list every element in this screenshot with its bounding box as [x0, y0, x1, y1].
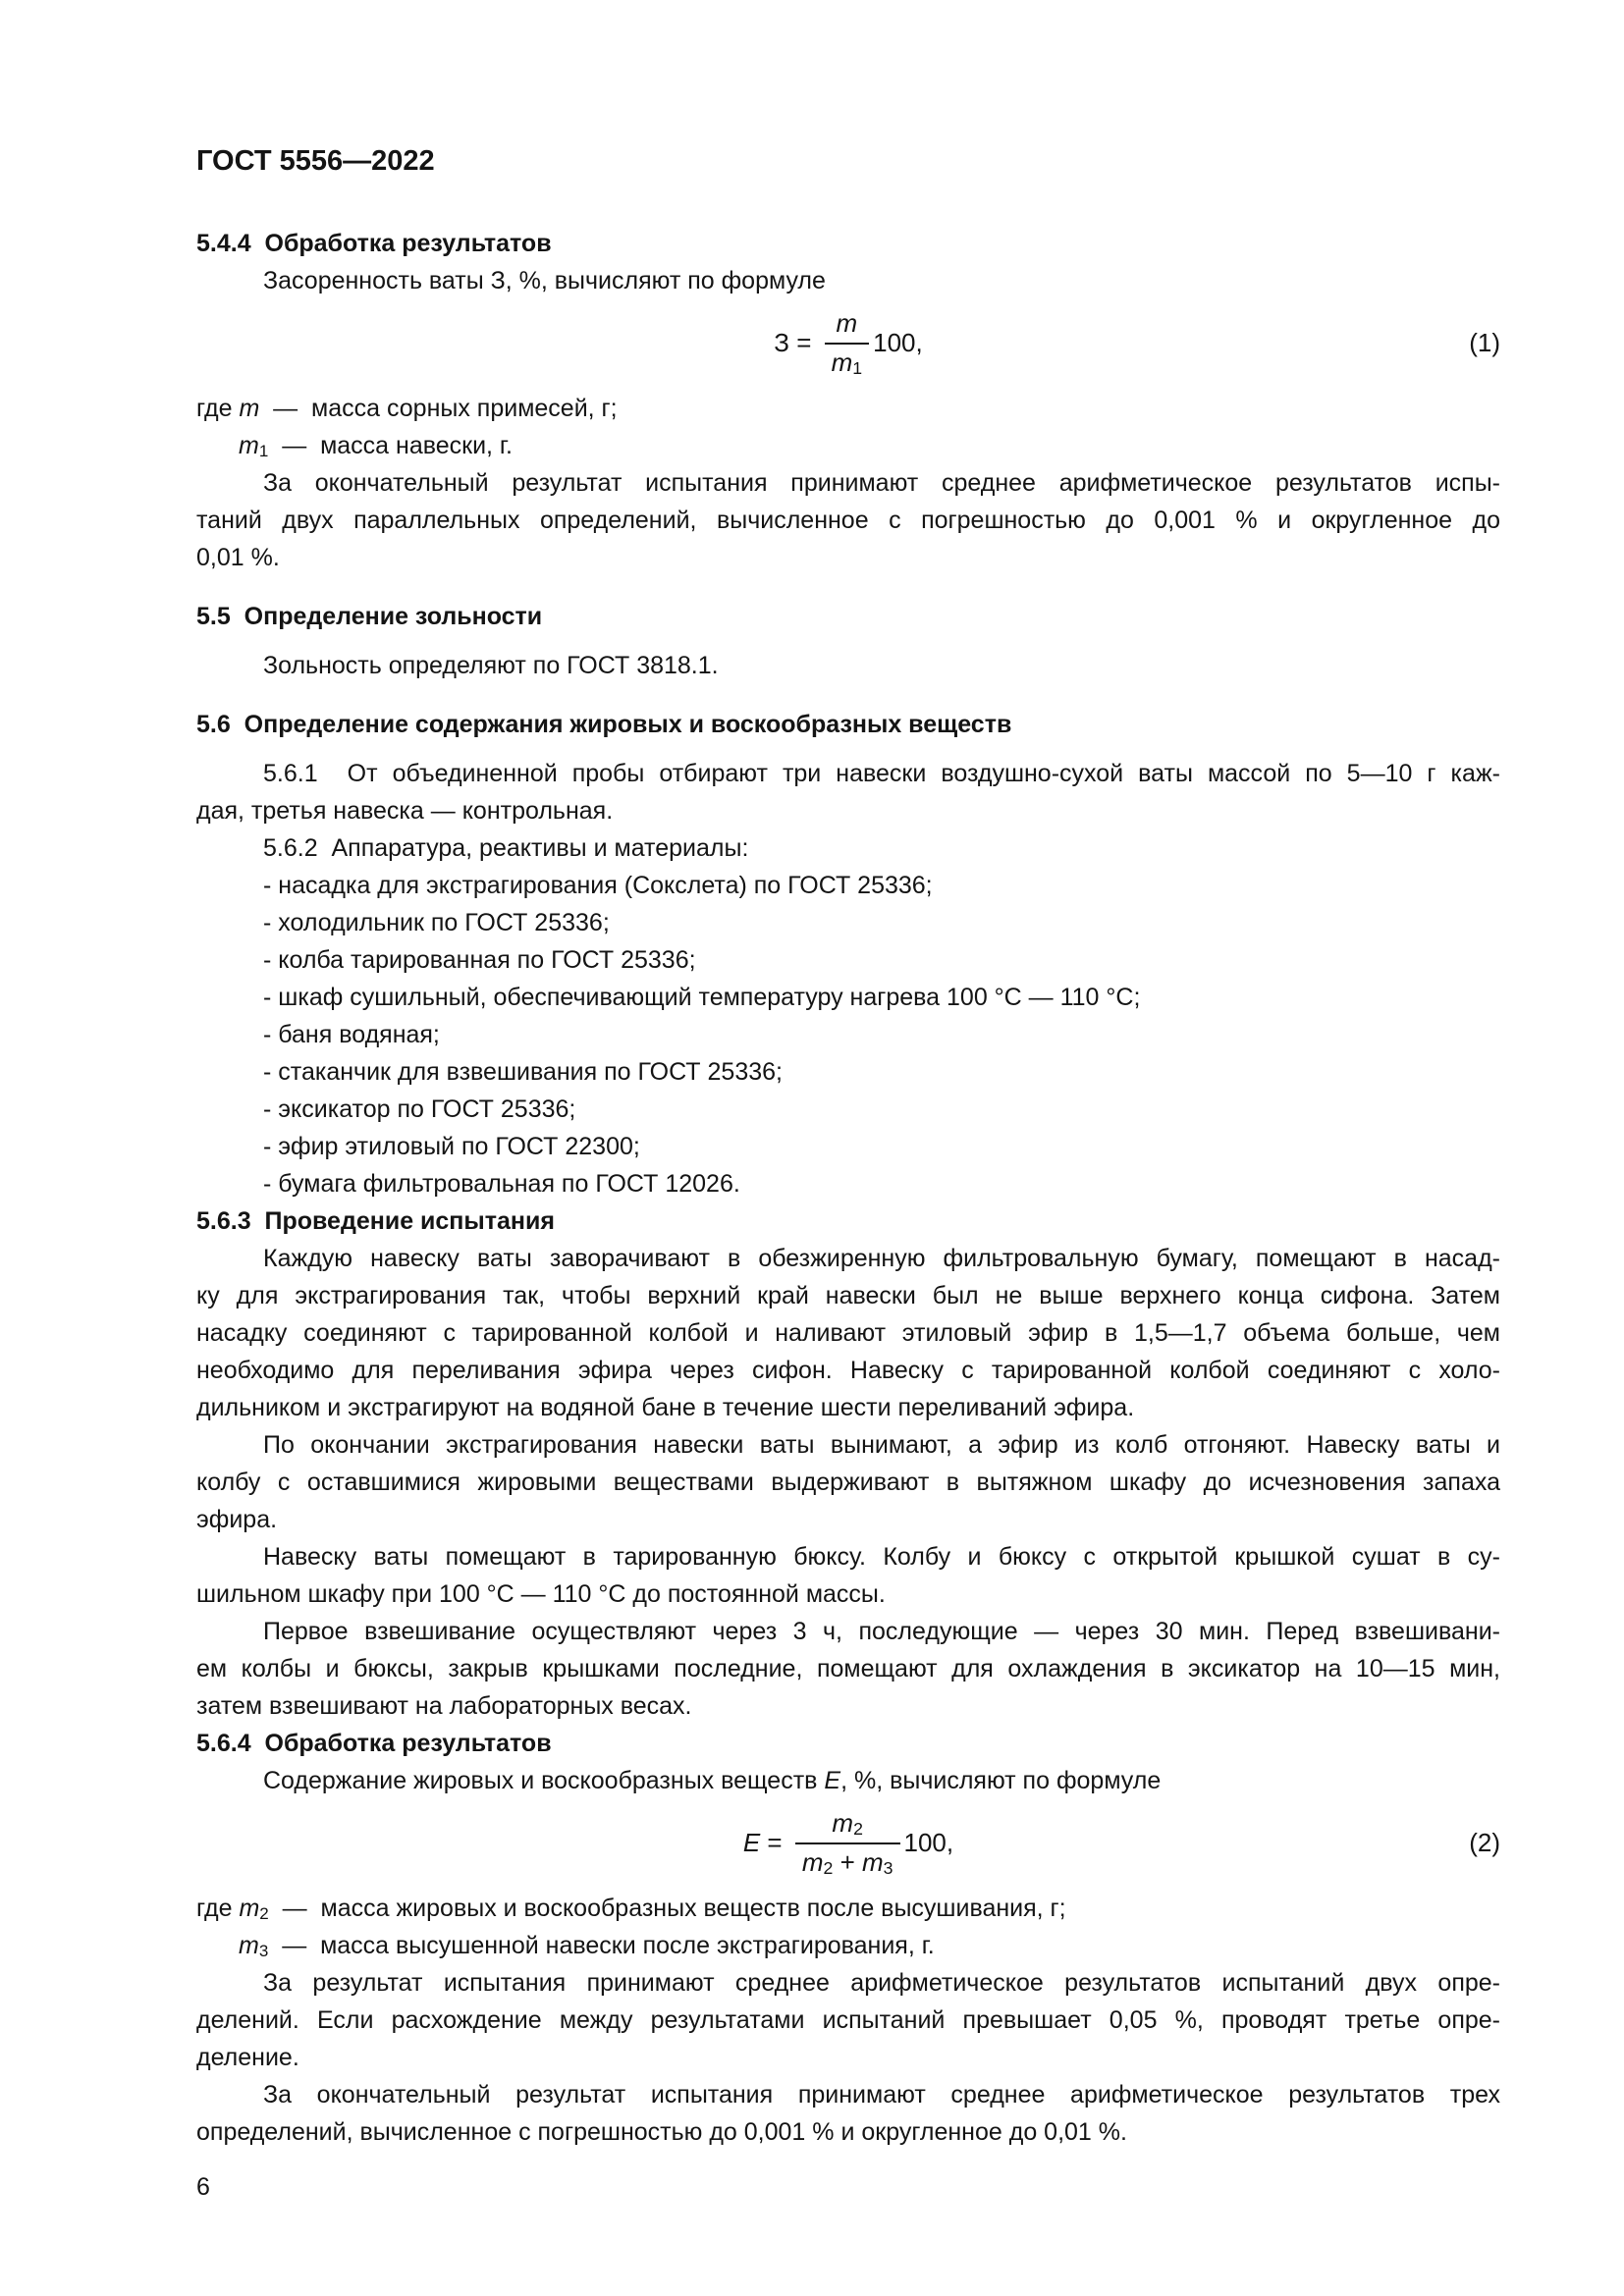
result-rule-2 [196, 2076, 1500, 2151]
page-number: 6 [196, 2172, 210, 2201]
equation-number: (2) [1469, 1827, 1500, 1857]
apparatus-intro [196, 829, 1500, 867]
text-line: Зольность определяют по ГОСТ 3818.1. [263, 651, 719, 679]
text-line: делений. Если расхождение между результатами испытаний превышает 0,05 %, проводят третье опре- [196, 2005, 1500, 2034]
fraction-denominator: $m_1$ [825, 343, 870, 378]
text-line: 5.6.2 Аппаратура, реактивы и материалы: [263, 833, 749, 862]
list-item: - баня водяная; [263, 1020, 440, 1048]
text-line: шильном шкафу при 100 °С — 110 °С до постоянной массы. [196, 1579, 886, 1608]
sampling-5-6-1 [196, 755, 1500, 829]
text-line: таний двух параллельных определений, вычисленное с погрешностью до 0,001 % и округленное до [196, 506, 1500, 534]
text-line: колбу с оставшимися жировыми веществами выдерживают в вытяжном шкафу до исчезновения запаха [196, 1468, 1500, 1496]
list-item: - эфир этиловый по ГОСТ 22300; [263, 1132, 640, 1160]
text-line: Навеску ваты помещают в тарированную бюксу. Колбу и бюксу с открытой крышкой сушат в су- [263, 1542, 1500, 1571]
fat-content-intro [196, 1762, 1500, 1799]
text-line: Засоренность ваты З, %, вычисляют по формуле [263, 267, 826, 294]
list-item: - насадка для экстрагирования (Сокслета) по ГОСТ 25336; [263, 871, 933, 899]
test-procedure-1 [196, 1240, 1500, 1426]
list-item: - стаканчик для взвешивания по ГОСТ 25336; [263, 1057, 783, 1086]
text-line: За результат испытания принимают среднее арифметическое результатов испытаний двух опре- [263, 1968, 1500, 1997]
fraction-numerator: $m_2$ [832, 1807, 863, 1839]
test-procedure-4 [196, 1613, 1500, 1725]
text-line: ем колбы и бюксы, закрыв крышками последние, помещают для охлаждения в эксикатор на 10—15 мин, [196, 1654, 1500, 1682]
text-line: деление. [196, 2043, 299, 2071]
fraction-denominator: $m_2 + m_3$ [795, 1842, 900, 1878]
document-header: ГОСТ 5556—2022 [196, 145, 435, 177]
list-item: - шкаф сушильный, обеспечивающий температуру нагрева 100 °С — 110 °С; [263, 983, 1141, 1011]
text-line: За окончательный результат испытания принимают среднее арифметическое результатов испы- [263, 468, 1500, 497]
equation-number: (1) [1469, 327, 1500, 357]
text-line: необходимо для переливания эфира через сифон. Навеску с тарированной колбой соединяют с холо- [196, 1356, 1500, 1384]
test-procedure-2 [196, 1426, 1500, 1538]
formula-lhs: E = [742, 1827, 789, 1857]
text-line: 0,01 %. [196, 543, 280, 571]
text-line: 5.6.1 От объединенной пробы отбирают три навески воздушно-сухой ваты массой по 5—10 г каж- [263, 759, 1500, 787]
final-result-5-4 [196, 464, 1500, 576]
result-rule-1 [196, 1964, 1500, 2076]
text-line: ку для экстрагирования так, чтобы верхний край навески был не выше верхнего конца сифона. Затем [196, 1281, 1500, 1309]
list-item: - холодильник по ГОСТ 25336; [263, 908, 610, 936]
text-line: $m_3$ — масса высушенной навески после экстрагирования, г. [239, 1931, 935, 1960]
text-line: Каждую навеску ваты заворачивают в обезжиренную фильтровальную бумагу, помещают в насад- [263, 1244, 1500, 1272]
content [196, 225, 1500, 2151]
formula-lhs: З = [774, 327, 819, 357]
section-heading: 5.5 Определение зольности [196, 602, 543, 630]
list-item: - эксикатор по ГОСТ 25336; [263, 1095, 576, 1123]
text-line: дая, третья навеска — контрольная. [196, 796, 614, 825]
text-line: определений, вычисленное с погрешностью до 0,001 % и округленное до 0,01 %. [196, 2117, 1127, 2146]
list-item: - колба тарированная по ГОСТ 25336; [263, 945, 696, 974]
text-line: дильником и экстрагируют на водяной бане в течение шести переливаний эфира. [196, 1393, 1135, 1421]
ash-content [196, 647, 1500, 684]
text-line: затем взвешивают на лабораторных весах. [196, 1691, 692, 1720]
text-line: По окончании экстрагирования навески ваты вынимают, а эфир из колб отгоняют. Навеску ваты и [263, 1430, 1500, 1459]
list-item: - бумага фильтровальная по ГОСТ 12026. [263, 1169, 740, 1198]
fraction-numerator: m [836, 308, 858, 338]
text-line: За окончательный результат испытания принимают среднее арифметическое результатов трех [263, 2080, 1500, 2109]
text-line: насадку соединяют с тарированной колбой и наливают этиловый эфир в 1,5—1,7 объема больше, чем [196, 1318, 1500, 1347]
fraction [825, 309, 870, 378]
text-line: где $m_2$ — масса жировых и воскообразных веществ после высушивания, г; [196, 1894, 1066, 1923]
text-line: эфира. [196, 1505, 278, 1533]
text-line: $m_1$ — масса навески, г. [239, 431, 513, 460]
formula-1-definitions [196, 390, 1500, 464]
test-procedure-3 [196, 1538, 1500, 1613]
contamination-intro [196, 262, 1500, 299]
formula-factor: 100, [873, 327, 923, 357]
apparatus-list [196, 867, 1500, 1202]
section-heading: 5.4.4 Обработка результатов [196, 230, 552, 257]
text-line: где m — масса сорных примесей, г; [196, 394, 618, 422]
section-heading: 5.6.4 Обработка результатов [196, 1729, 552, 1757]
formula-2 [196, 1809, 1500, 1878]
formula-2-definitions [196, 1890, 1500, 1964]
fraction [795, 1809, 900, 1878]
text-line: Первое взвешивание осуществляют через 3 ч, последующие — через 30 мин. Перед взвешивани- [263, 1617, 1500, 1645]
formula-factor: 100, [903, 1827, 954, 1857]
section-heading: 5.6 Определение содержания жировых и воскообразных веществ [196, 710, 1012, 738]
formula-1 [196, 309, 1500, 378]
section-heading: 5.6.3 Проведение испытания [196, 1206, 555, 1235]
text-line: Содержание жировых и воскообразных веществ E, %, вычисляют по формуле [263, 1766, 1162, 1794]
